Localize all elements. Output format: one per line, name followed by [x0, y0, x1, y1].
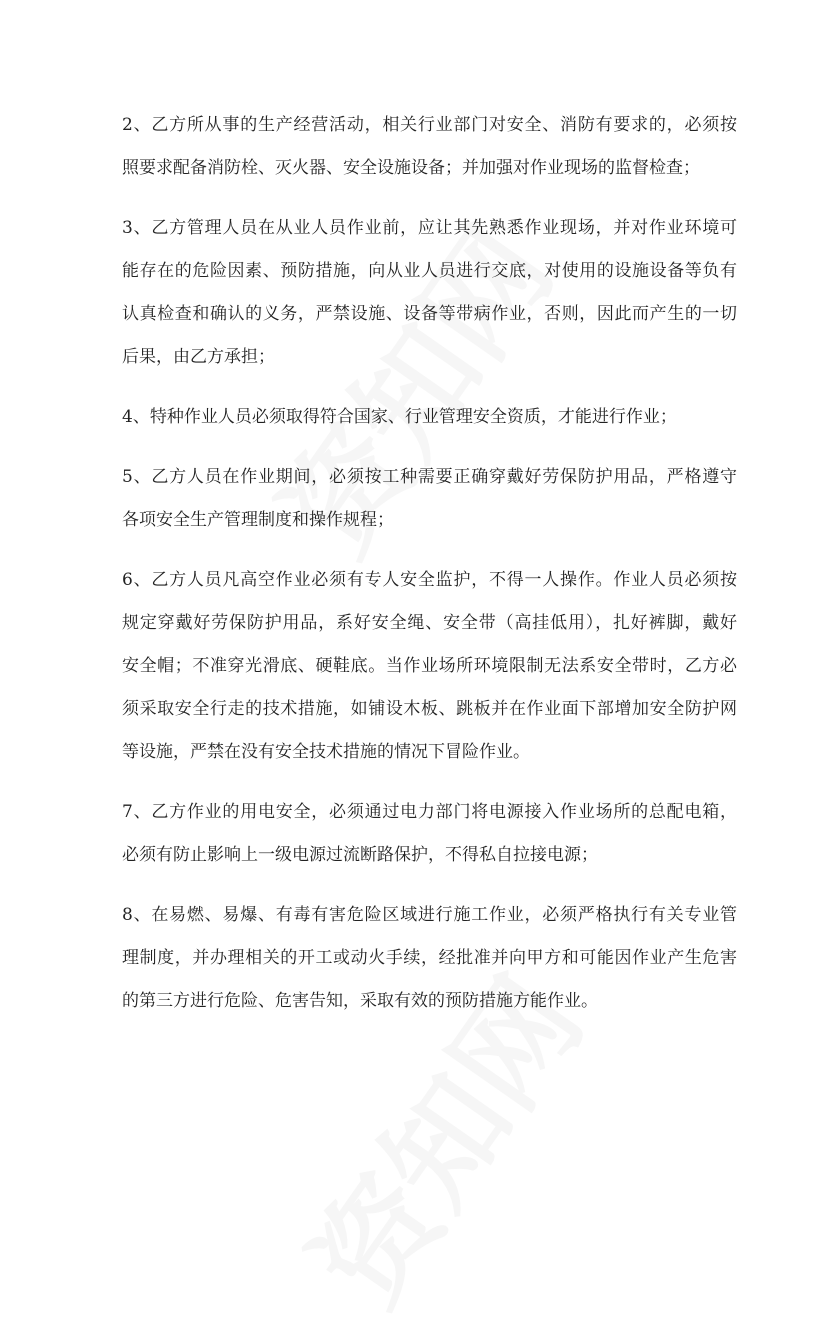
text-line: 须采取安全行走的技术措施，如铺设木板、跳板并在作业面下部增加安全防护网	[122, 699, 737, 719]
paragraph	[122, 559, 737, 774]
text-line: 7、乙方作业的用电安全，必须通过电力部门将电源接入作业场所的总配电箱，	[122, 802, 737, 822]
text-line: 等设施，严禁在没有安全技术措施的情况下冒险作业。	[122, 742, 530, 762]
text-line: 规定穿戴好劳保防护用品，系好安全绳、安全带（高挂低用），扎好裤脚，戴好	[122, 613, 737, 633]
paragraph	[122, 104, 737, 190]
text-line: 认真检查和确认的义务，严禁设施、设备等带病作业，否则，因此而产生的一切	[122, 304, 737, 324]
paragraph	[122, 894, 737, 1023]
text-line: 2、乙方所从事的生产经营活动，相关行业部门对安全、消防有要求的，必须按	[122, 115, 737, 135]
paragraph	[122, 456, 737, 542]
text-line: 后果，由乙方承担；	[122, 347, 275, 367]
text-line: 照要求配备消防栓、灭火器、安全设施设备；并加强对作业现场的监督检查；	[122, 158, 700, 178]
text-line: 6、乙方人员凡高空作业必须有专人安全监护，不得一人操作。作业人员必须按	[122, 570, 737, 590]
text-line: 3、乙方管理人员在从业人员作业前，应让其先熟悉作业现场，并对作业环境可	[122, 218, 737, 238]
text-line: 8、在易燃、易爆、有毒有害危险区域进行施工作业，必须严格执行有关专业管	[122, 905, 737, 925]
text-line: 的第三方进行危险、危害告知，采取有效的预防措施方能作业。	[122, 991, 598, 1011]
text-line: 4、特种作业人员必须取得符合国家、行业管理安全资质，才能进行作业；	[122, 407, 677, 427]
paragraph	[122, 791, 737, 877]
paragraph	[122, 207, 737, 379]
text-line: 理制度，并办理相关的开工或动火手续，经批准并向甲方和可能因作业产生危害	[122, 948, 737, 968]
text-line: 各项安全生产管理制度和操作规程；	[122, 510, 394, 530]
text-line: 安全帽；不准穿光滑底、硬鞋底。当作业场所环境限制无法系安全带时，乙方必	[122, 656, 737, 676]
text-line: 能存在的危险因素、预防措施，向从业人员进行交底，对使用的设施设备等负有	[122, 261, 737, 281]
document-body	[122, 104, 737, 1040]
text-line: 必须有防止影响上一级电源过流断路保护，不得私自拉接电源；	[122, 845, 598, 865]
paragraph	[122, 396, 737, 439]
text-line: 5、乙方人员在作业期间，必须按工种需要正确穿戴好劳保防护用品，严格遵守	[122, 467, 737, 487]
